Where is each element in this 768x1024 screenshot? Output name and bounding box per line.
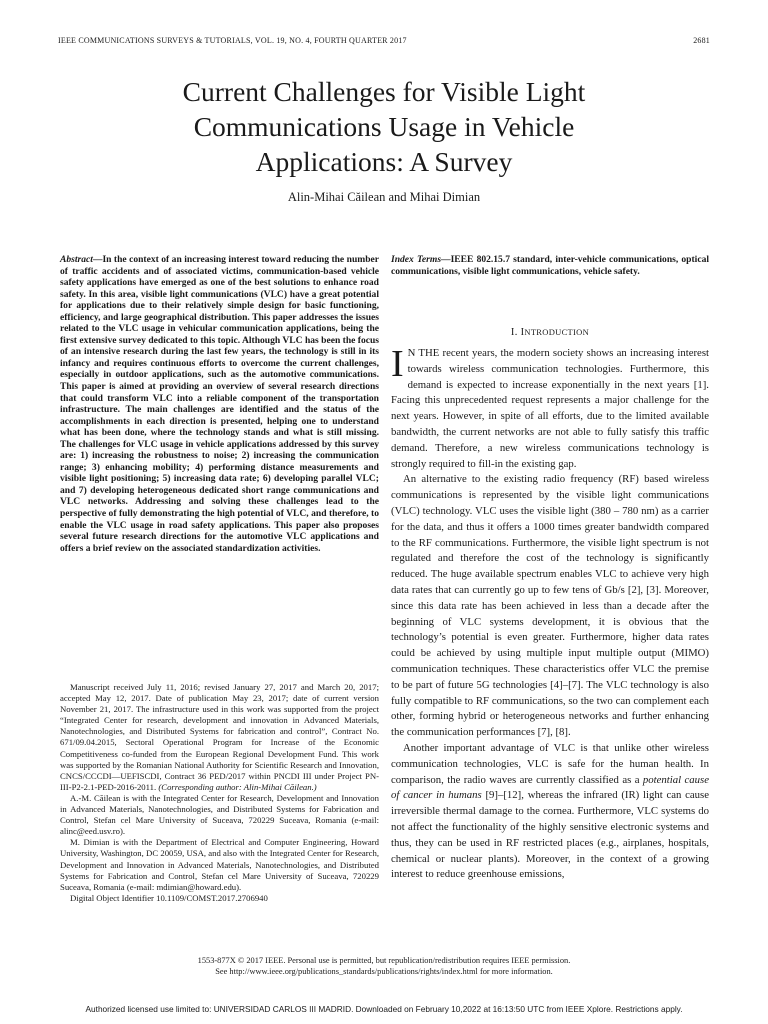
footnotes xyxy=(60,682,379,904)
abstract xyxy=(60,254,379,554)
index-terms xyxy=(391,254,709,278)
section-number: I. xyxy=(510,327,521,338)
copyright-line: See http://www.ieee.org/publications_standards/publications/rights/index.html for more information. xyxy=(215,967,553,976)
title-line: Current Challenges for Visible Light xyxy=(182,76,586,107)
title-line: Applications: A Survey xyxy=(255,146,513,177)
paper-title xyxy=(60,74,708,179)
paragraph-text: Another important advantage of VLC is that unlike other wireless communication technologies, VLC is safe for the human health. In comparison, the radio waves are currently classified as a xyxy=(391,741,709,786)
manuscript-text: Manuscript received July 11, 2016; revised January 27, 2017 and March 20, 2017; accepted May 12, 2017. Date of publication May 23, 2017; date of current version November 21, 2017. The infrastructure used in this work was supported from the project “Integrated Center for research, development and innovation in Advanced Materials, Nanotechnologies, and Distributed Systems for fabrication and control”, Contract No. 671/09.04.2015, Sectoral Operational Program for Increase of the Economic Competitiveness co-funded from the European Regional Development Fund. This work was supported by the Romanian National Authority for Scientific Research and Innovation, CNCS/CCCDI—UEFISCDI, Contract 36 PED/2017 within PNCDI III under Project PN-III-P2-2.1-PED-2016-2011. xyxy=(60,682,379,792)
title-line: Communications Usage in Vehicle xyxy=(193,111,575,142)
author-list: Alin-Mihai Căilean and Mihai Dimian xyxy=(287,190,481,204)
paragraph xyxy=(391,741,709,883)
page-number: 2681 xyxy=(693,36,710,45)
abstract-label: Abstract xyxy=(60,254,93,265)
paragraph: An alternative to the existing radio frequency (RF) based wireless communications is represented by the visible light communications (VLC) technology. VLC uses the visible light (380 – 780 nm) as a carrier for the data, and thus it offers a 1000 times greater bandwidth compared to the RF communications. Furthermore, the visible light spectrum is not regulated and therefore the cost of the technology is significantly reduced. The huge available spectrum enables VLC to achieve very high data rates that can currently go up to few tens of Gb/s [2], [3]. Moreover, since this data rate has been achieved in less than a decade after the beginning of VLC systems development, it is obvious that the technology’s potential is even greater. Furthermore, higher data rates could be achieved by using multiple input multiple output (MIMO) communication techniques. These characteristics offer VLC the premise to be part of future 5G technologies [4]–[7]. The VLC technology is also fully compatible to RF communications, so the two can complement each other, forming hybrid or heterogeneous networks and further enhancing the communication performances [7], [8]. xyxy=(391,473,709,739)
corresponding-author: (Corresponding author: Alin-Mihai Căilean.) xyxy=(158,781,317,792)
section-heading xyxy=(391,327,709,338)
index-terms-text: —IEEE 802.15.7 standard, inter-vehicle communications, optical communications, visible light communications, vehicle safety. xyxy=(391,254,709,277)
paragraph xyxy=(391,343,709,472)
introduction-body xyxy=(391,343,709,883)
section-title-rest: NTRODUCTION xyxy=(524,327,590,337)
drop-cap: I xyxy=(391,343,404,385)
manuscript-note xyxy=(60,682,379,793)
copyright-line: 1553-877X © 2017 IEEE. Personal use is permitted, but republication/redistribution requires IEEE permission. xyxy=(197,956,571,965)
section-title-initial: I xyxy=(520,327,525,338)
paragraph-text: [9]–[12], whereas the infrared (IR) light can cause irreversible thermal damage to the cornea. Furthermore, VLC systems do not affect the functionality of the highly sensitive electronic systems and thus, they can be used in RF restricted places (e.g., airplanes, hospitals, chemical or nuclear plants). Moreover, in the context of a growing interest to reduce greenhouse emissions, xyxy=(391,789,709,881)
running-header xyxy=(58,36,710,45)
journal-name: IEEE COMMUNICATIONS SURVEYS & TUTORIALS, VOL. 19, NO. 4, FOURTH QUARTER 2017 xyxy=(58,36,407,45)
author-affiliation: M. Dimian is with the Department of Electrical and Computer Engineering, Howard University, Washington, DC 20059, USA, and also with the Integrated Center for Research, Development and Innovation in Advanced Materials, Nanotechnologies, and Distributed Systems for Fabrication and Control, Stefan cel Mare University of Suceava, 720229 Suceava, Romania (e-mail: mdimian@howard.edu). xyxy=(60,837,379,892)
index-terms-label: Index Terms xyxy=(391,254,442,265)
author-affiliation: A.-M. Căilean is with the Integrated Center for Research, Development and Innovation in Advanced Materials, Nanotechnologies, and Distributed Systems for Fabrication and Control, Stefan cel Mare University of Suceava, 720229 Suceava, Romania (e-mail: alinc@eed.usv.ro). xyxy=(60,792,379,837)
emphasis: potential cause of cancer in humans xyxy=(391,773,709,802)
paragraph-text: N THE recent years, the modern society shows an increasing interest towards wireless communication technologies. Furthermore, this demand is expected to increase exponentially in the next years [1]. Facing this unprecedented request represents a major challenge for the next years. However, in spite of all efforts, due to the limited available bandwidth, the current networks are not able to fully satisfy this traffic demand. Therefore, a new wireless communications technology is strongly required to fill-in the existing gap. xyxy=(391,347,709,470)
doi: Digital Object Identifier 10.1109/COMST.2017.2706940 xyxy=(70,892,268,903)
copyright-notice xyxy=(60,955,708,977)
authorization-notice: Authorized licensed use limited to: UNIVERSIDAD CARLOS III MADRID. Downloaded on February 10,2022 at 16:13:50 UTC from IEEE Xplore. Restrictions apply. xyxy=(85,1004,683,1014)
abstract-text: —In the context of an increasing interest toward reducing the number of traffic accidents and of associated victims, communication-based vehicle safety applications have emerged as one of the best solutions to enhance road safety. In this area, visible light communications (VLC) have a great potential for applications due to their relatively simple design for basic functioning, efficiency, and large geographical distribution. This paper addresses the issues related to the VLC usage in vehicular communication applications, being the first extensive survey dedicated to this topic. Although VLC has been the focus of an intensive research during the last few years, the technology is still in its infancy and requires continuous efforts to overcome the current challenges, especially in outdoor applications, such as the automotive communications. This paper is aimed at providing an overview of several research directions that could transform VLC into a reliable component of the transportation infrastructure. The main challenges are identified and the status of the accomplishments in each direction is presented, helping one to understand what has been done, where the technology stands and what is still missing. The challenges for VLC usage in vehicle applications addressed by this survey are: 1) increasing the robustness to noise; 2) increasing the communication range; 3) enhancing mobility; 4) performing distance measurements and visible light positioning; 5) increasing data rate; 6) developing parallel VLC; and 7) developing heterogeneous dedicated short range communications and VLC networks. Addressing and solving these challenges lead to the perspective of fully demonstrating the high potential of VLC, and therefore, to enable the VLC usage in road safety applications. This paper also proposes several future research directions for the automotive VLC applications and offers a brief review on the associated standardization activities. xyxy=(60,254,379,554)
